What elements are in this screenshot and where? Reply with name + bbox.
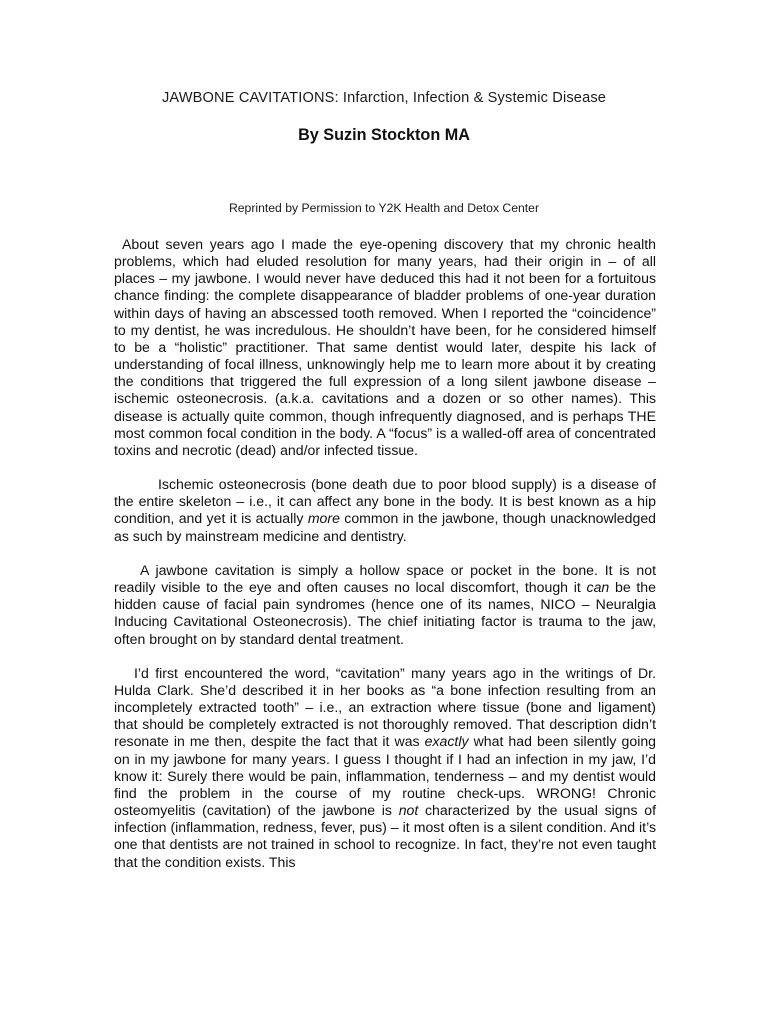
- paragraph-2: [114, 476, 656, 545]
- paragraph-4-text-b: what had been silently going on in my jawbone for many years. I guess I thought if I had an infection in my jaw, I’d know it: Surely there would be pain, inflammation, tenderness – and my dentist would find the problem in the course of my routine check-ups. WRONG! Chronic osteomyelitis (cavitation) of the jawbone is: [114, 733, 656, 819]
- paragraph-4-text-a: I’d first encountered the word, “cavitation” many years ago in the writings of Dr. Hulda Clark. She’d described it in her books as “a bone infection resulting from an incompletely extracted tooth” – i.e., an extraction where tissue (bone and ligament) that should be completely extracted is not thoroughly removed. That description didn’t resonate in me then, despite the fact that it was: [114, 664, 656, 750]
- paragraph-4: [114, 665, 656, 871]
- paragraph-1-text: About seven years ago I made the eye-opening discovery that my chronic health problems, which had eluded resolution for many years, had their origin in – of all places – my jawbone. I would never have deduced this had it not been for a fortuitous chance finding: the complete disappearance of bladder problems of one-year duration within days of having an abscessed tooth removed. When I reported the “coincidence” to my dentist, he was incredulous. He shouldn’t have been, for he considered himself to be a “holistic” practitioner. That same dentist would later, despite his lack of understanding of focal illness, unknowingly help me to learn more about it by creating the conditions that triggered the full expression of a long silent jawbone disease – ischemic osteonecrosis. (a.k.a. cavitations and a dozen or so other names). This disease is actually quite common, though infrequently diagnosed, and is perhaps THE most common focal condition in the body. A “focus” is a walled-off area of concentrated toxins and necrotic (dead) and/or infected tissue.: [114, 236, 656, 458]
- document-title: JAWBONE CAVITATIONS: Infarction, Infection & Systemic Disease: [161, 90, 607, 106]
- paragraph-4-emphasis-2: not: [398, 802, 419, 819]
- paragraph-4-emphasis-1: exactly: [424, 733, 469, 750]
- paragraph-2-text-a: Ischemic osteonecrosis (bone death due to poor blood supply) is a disease of the entire skeleton – i.e., it can affect any bone in the body. It is best known as a hip condition, and yet it is actually: [114, 476, 656, 527]
- document-author: By Suzin Stockton MA: [298, 126, 470, 144]
- paragraph-3-text-b: be the hidden cause of facial pain syndromes (hence one of its names, NICO – Neuralgia Inducing Cavitational Osteonecrosis). The chief initiating factor is trauma to the jaw, often brought on by standard dental treatment.: [114, 579, 656, 647]
- paragraph-3-emphasis: can: [586, 579, 610, 596]
- paragraph-3: [114, 562, 656, 648]
- reprint-note: Reprinted by Permission to Y2K Health and Detox Center: [228, 201, 540, 215]
- article-body: [114, 236, 656, 888]
- paragraph-2-text-b: common in the jawbone, though unacknowledged as such by mainstream medicine and dentistry.: [114, 510, 656, 544]
- paragraph-4-text-c: characterized by the usual signs of infection (inflammation, redness, fever, pus) – it most often is a silent condition. And it’s one that dentists are not trained in school to recognize. In fact, they’re not even taught that the condition exists. This: [114, 802, 656, 870]
- paragraph-2-emphasis: more: [307, 510, 340, 527]
- paragraph-1: [114, 236, 656, 459]
- paragraph-3-text-a: A jawbone cavitation is simply a hollow space or pocket in the bone. It is not readily visible to the eye and often causes no local discomfort, though it: [114, 561, 656, 596]
